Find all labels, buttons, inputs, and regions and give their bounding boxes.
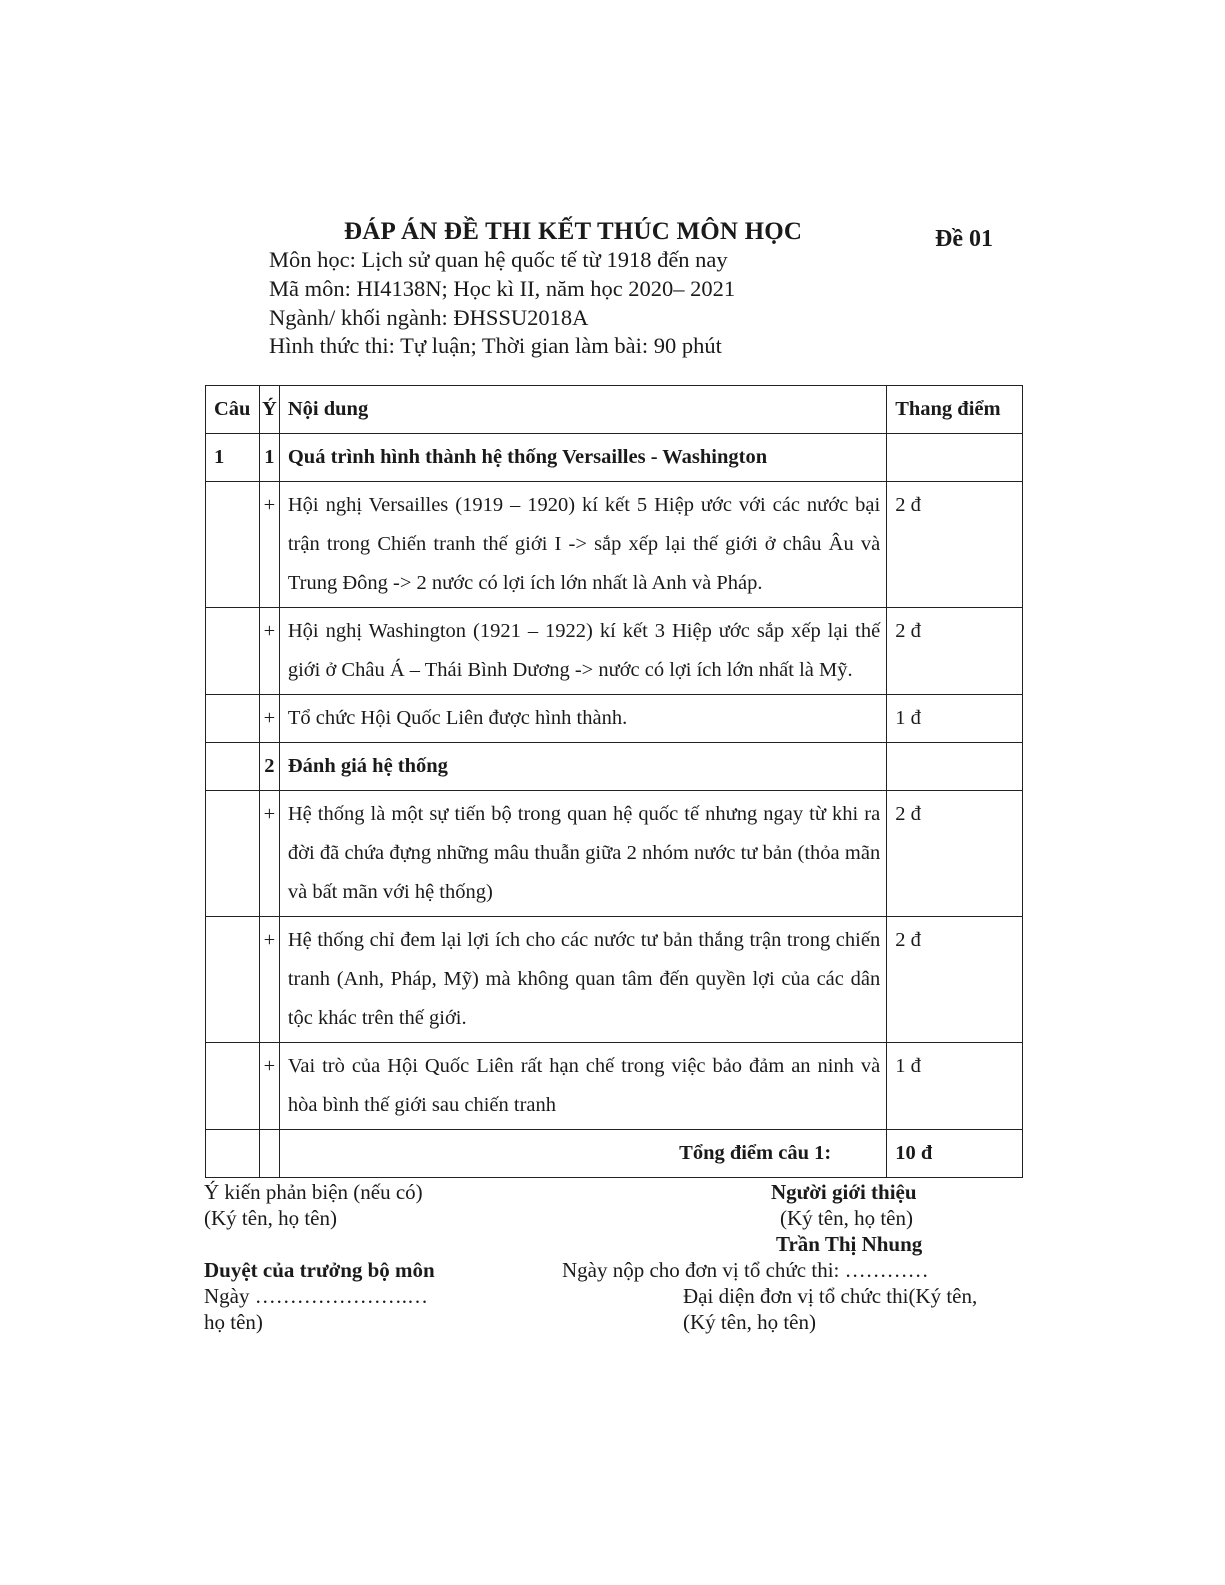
introducer-sign: (Ký tên, họ tên) (780, 1206, 913, 1230)
head-approval: Duyệt của trưởng bộ môn (204, 1258, 435, 1282)
table-row (206, 791, 1023, 917)
cell-content: Tổ chức Hội Quốc Liên được hình thành. (279, 695, 886, 743)
table-header-row (206, 386, 1023, 434)
table-row (206, 434, 1023, 482)
exam-format: Hình thức thi: Tự luận; Thời gian làm bài: 90 phút (269, 333, 722, 358)
answer-table (205, 385, 1023, 1178)
table-row (206, 482, 1023, 608)
header-y: Ý (259, 386, 279, 434)
cell-score: 1 đ (887, 695, 1023, 743)
cell-cau (206, 1043, 260, 1130)
cell-y: + (259, 482, 279, 608)
cell-content: Quá trình hình thành hệ thống Versailles - Washington (279, 434, 886, 482)
reviewer-opinion: Ý kiến phản biện (nếu có) (204, 1180, 423, 1204)
table-row (206, 1043, 1023, 1130)
cell-cau (206, 1130, 260, 1178)
header-content: Nội dung (279, 386, 886, 434)
table-row (206, 608, 1023, 695)
head-date: Ngày ………………….… (204, 1284, 428, 1308)
cell-y: 1 (259, 434, 279, 482)
cell-score: 2 đ (887, 917, 1023, 1043)
cell-cau (206, 608, 260, 695)
cell-y: + (259, 608, 279, 695)
cell-y: 2 (259, 743, 279, 791)
introducer-title: Người giới thiệu (771, 1180, 917, 1204)
cell-cau (206, 917, 260, 1043)
cell-cau (206, 695, 260, 743)
cell-score: 2 đ (887, 482, 1023, 608)
submit-date: Ngày nộp cho đơn vị tổ chức thi: ………… (562, 1258, 929, 1282)
cell-y: + (259, 917, 279, 1043)
cell-y: + (259, 1043, 279, 1130)
total-label: Tổng điểm câu 1: (279, 1130, 886, 1178)
introducer-name: Trần Thị Nhung (776, 1232, 923, 1256)
total-score: 10 đ (887, 1130, 1023, 1178)
cell-score: 2 đ (887, 608, 1023, 695)
major: Ngành/ khối ngành: ĐHSSU2018A (269, 305, 589, 330)
cell-score (887, 434, 1023, 482)
cell-content: Đánh giá hệ thống (279, 743, 886, 791)
header-score: Thang điểm (887, 386, 1023, 434)
table-row (206, 743, 1023, 791)
table-row (206, 695, 1023, 743)
org-sign: (Ký tên, họ tên) (683, 1310, 816, 1334)
cell-cau: 1 (206, 434, 260, 482)
header-cau: Câu (206, 386, 260, 434)
course-name: Môn học: Lịch sử quan hệ quốc tế từ 1918 đến nay (269, 247, 728, 272)
cell-y: + (259, 695, 279, 743)
exam-code: Đề 01 (935, 226, 993, 252)
head-sign: họ tên) (204, 1310, 263, 1334)
course-code: Mã môn: HI4138N; Học kì II, năm học 2020– 2021 (269, 276, 736, 301)
cell-cau (206, 482, 260, 608)
document-title: ĐÁP ÁN ĐỀ THI KẾT THÚC MÔN HỌC (344, 218, 803, 245)
total-row (206, 1130, 1023, 1178)
cell-score (887, 743, 1023, 791)
cell-score: 1 đ (887, 1043, 1023, 1130)
cell-cau (206, 743, 260, 791)
reviewer-sign: (Ký tên, họ tên) (204, 1206, 337, 1230)
cell-y (259, 1130, 279, 1178)
cell-cau (206, 791, 260, 917)
cell-content: Hội nghị Washington (1921 – 1922) kí kết 3 Hiệp ước sắp xếp lại thế giới ở Châu Á – Thái Bình Dương -> nước có lợi ích lớn nhất là Mỹ. (279, 608, 886, 695)
cell-content: Hội nghị Versailles (1919 – 1920) kí kết 5 Hiệp ước với các nước bại trận trong Chiến tranh thế giới I -> sắp xếp lại thế giới ở châu Âu và Trung Đông -> 2 nước có lợi ích lớn nhất là Anh và Pháp. (279, 482, 886, 608)
cell-content: Vai trò của Hội Quốc Liên rất hạn chế trong việc bảo đảm an ninh và hòa bình thế giới sau chiến tranh (279, 1043, 886, 1130)
cell-score: 2 đ (887, 791, 1023, 917)
cell-y: + (259, 791, 279, 917)
table-row (206, 917, 1023, 1043)
org-representative: Đại diện đơn vị tổ chức thi(Ký tên, (683, 1284, 978, 1308)
cell-content: Hệ thống chỉ đem lại lợi ích cho các nước tư bản thắng trận trong chiến tranh (Anh, Pháp, Mỹ) mà không quan tâm đến quyền lợi của các dân tộc khác trên thế giới. (279, 917, 886, 1043)
cell-content: Hệ thống là một sự tiến bộ trong quan hệ quốc tế nhưng ngay từ khi ra đời đã chứa đựng những mâu thuẫn giữa 2 nhóm nước tư bản (thỏa mãn và bất mãn với hệ thống) (279, 791, 886, 917)
